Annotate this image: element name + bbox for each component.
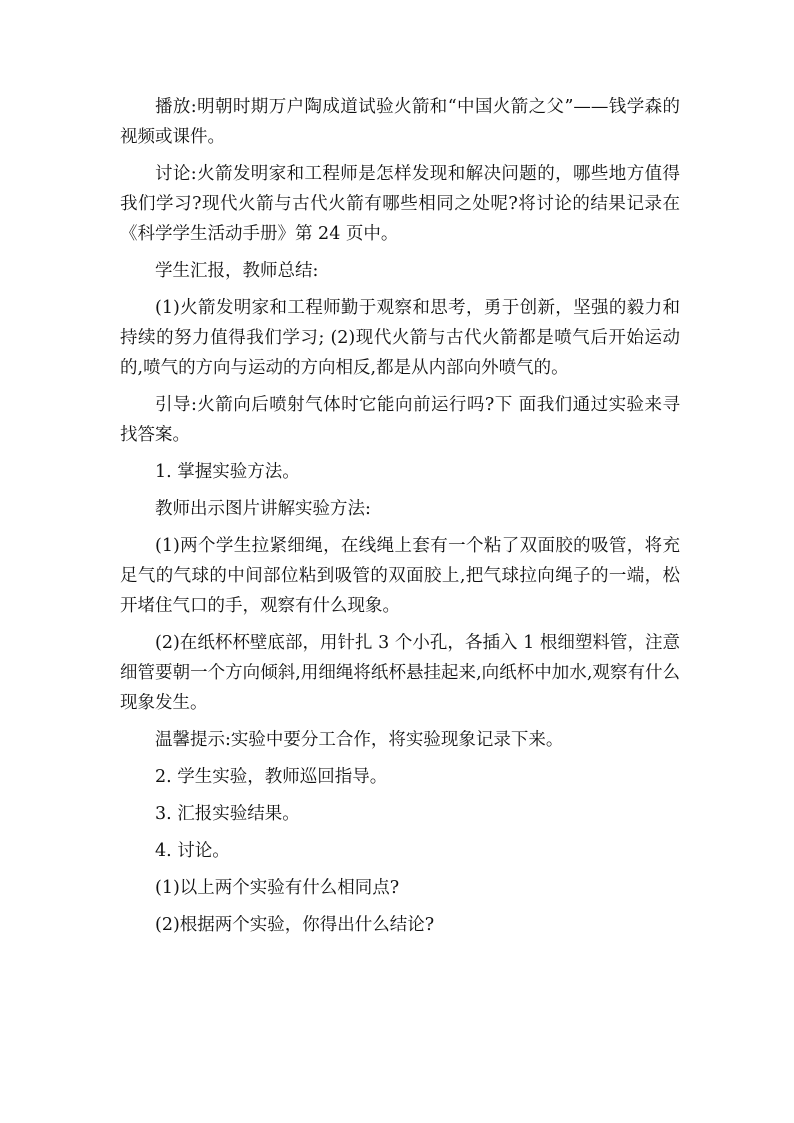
paragraph-step-2: 2. 学生实验，教师巡回指导。 xyxy=(155,767,388,787)
paragraph-step-1: 1. 掌握实验方法。 xyxy=(155,462,300,482)
document-body xyxy=(120,92,680,947)
paragraph-guidance: 引导:火箭向后喷射气体时它能向前运行吗?下 面我们通过实验来寻找答案。 xyxy=(120,395,680,445)
paragraph-experiment-1: (1)两个学生拉紧细绳，在线绳上套有一个粘了双面胶的吸管，将充足气的气球的中间部位粘到吸管的双面胶上,把气球拉向绳子的一端，松开堵住气口的手，观察有什么现象。 xyxy=(120,536,680,616)
paragraph-step-4: 4. 讨论。 xyxy=(155,841,230,861)
paragraph-teacher-demo: 教师出示图片讲解实验方法: xyxy=(155,499,371,519)
paragraph-question-1: (1)以上两个实验有什么相同点? xyxy=(155,878,400,898)
paragraph-experiment-2: (2)在纸杯杯壁底部，用针扎 3 个小孔，各插入 1 根细塑料管，注意细管要朝一个方向倾斜,用细绳将纸杯悬挂起来,向纸杯中加水,观察有什么现象发生。 xyxy=(120,633,680,713)
paragraph-question-2: (2)根据两个实验，你得出什么结论? xyxy=(155,915,435,935)
paragraph-discussion: 讨论:火箭发明家和工程师是怎样发现和解决问题的，哪些地方值得我们学习?现代火箭与古代火箭有哪些相同之处呢?将讨论的结果记录在《科学学生活动手册》第 24 页中。 xyxy=(120,164,680,244)
paragraph-tip: 温馨提示:实验中要分工合作，将实验现象记录下来。 xyxy=(155,730,564,750)
paragraph-student-report: 学生汇报，教师总结: xyxy=(155,261,319,281)
paragraph-playback: 播放:明朝时期万户陶成道试验火箭和“中国火箭之父”——钱学森的视频或课件。 xyxy=(120,97,680,147)
paragraph-summary-points: (1)火箭发明家和工程师勤于观察和思考，勇于创新，坚强的毅力和持续的努力值得我们学习; (2)现代火箭与古代火箭都是喷气后开始运动的,喷气的方向与运动的方向相反,都是从内部向外喷气的。 xyxy=(120,298,680,378)
paragraph-step-3: 3. 汇报实验结果。 xyxy=(155,804,300,824)
